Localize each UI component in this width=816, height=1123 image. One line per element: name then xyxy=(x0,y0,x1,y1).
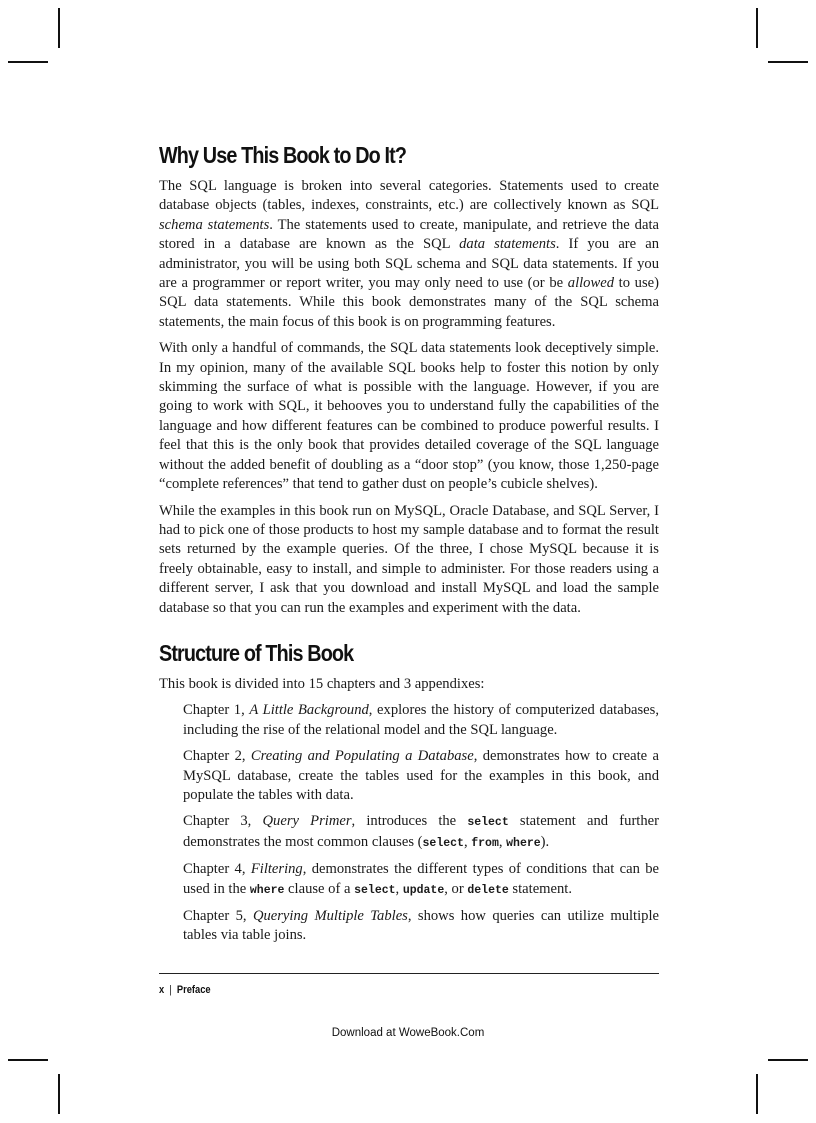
chapter-item-2: Chapter 2, Creating and Populating a Database, demonstrates how to create a MySQL database, create the tables used for the examples in this book, and populate the tables with data. xyxy=(183,748,659,803)
paragraph-examples-mysql: While the examples in this book run on MySQL, Oracle Database, and SQL Server, I had to pick one of those products to host my sample database and to format the result sets returned by the example queries. Of the three, I chose MySQL because it is freely obtainable, easy to install, and simple to administer. For those readers using a different server, I ask that you download and install MySQL and load the sample database so that you can run the examples and experiment with the data. xyxy=(159,502,659,616)
code-keyword: select xyxy=(467,816,509,830)
page-body xyxy=(159,140,659,953)
chapter-item-4: Chapter 4, Filtering, demonstrates the different types of conditions that can be used in the where clause of a select, update, or delete statement. xyxy=(183,861,659,897)
code-keyword: from xyxy=(471,836,499,850)
footer-rule xyxy=(159,973,659,974)
crop-mark-top-left-horizontal xyxy=(8,61,48,63)
code-keyword: select xyxy=(422,836,464,850)
crop-mark-top-right-horizontal xyxy=(768,61,808,63)
chapter-list xyxy=(159,701,659,945)
chapter-item-5: Chapter 5, Querying Multiple Tables, shows how queries can utilize multiple tables via table joins. xyxy=(183,908,659,944)
section-heading-structure: Structure of This Book xyxy=(159,639,354,666)
chapter-item-1: Chapter 1, A Little Background, explores the history of computerized databases, including the rise of the relational model and the SQL language. xyxy=(183,702,659,738)
page-footer xyxy=(159,984,211,996)
crop-mark-bottom-right-vertical xyxy=(756,1074,758,1114)
paragraph-handful-of-commands: With only a handful of commands, the SQL data statements look deceptively simple. In my opinion, many of the available SQL books help to foster this notion by only skimming the surface of what is possible with the language. However, if you are going to work with SQL, it behooves you to understand fully the capabilities of the language and how different features can be combined to produce powerful results. I feel that this is the only book that provides detailed coverage of the SQL language without the added benefit of doubling as a “door stop” (you know, those 1,250-page “complete references” that tend to gather dust on people’s cubicle shelves). xyxy=(159,340,659,493)
code-keyword: where xyxy=(249,883,285,897)
chapter-item-3: Chapter 3, Query Primer, introduces the select statement and further demonstrates the most common clauses (select, from, where). xyxy=(183,813,659,850)
section-heading-why-use: Why Use This Book to Do It? xyxy=(159,142,407,168)
footer-separator: | xyxy=(169,984,172,996)
page-number: x xyxy=(159,984,165,996)
footer-section-name: Preface xyxy=(176,984,211,996)
crop-mark-top-left-vertical xyxy=(58,8,60,48)
download-watermark: Download at WoweBook.Com xyxy=(331,1027,485,1039)
crop-mark-bottom-left-vertical xyxy=(58,1074,60,1114)
paragraph-structure-intro: This book is divided into 15 chapters and 3 appendixes: xyxy=(159,675,485,692)
code-keyword: where xyxy=(506,836,541,850)
code-keyword: select xyxy=(354,883,396,897)
code-keyword: delete xyxy=(467,883,509,897)
crop-mark-top-right-vertical xyxy=(756,8,758,48)
paragraph-sql-categories: The SQL language is broken into several categories. Statements used to create database objects (tables, indexes, constraints, etc.) are collectively known as SQL schema statements. The statements used to create, manipulate, and retrieve the data stored in a database are known as the SQL data statements. If you are an administrator, you will be using both SQL schema and SQL data statements. If you are a programmer or report writer, you may only need to use (or be allowed to use) SQL data statements. While this book demonstrates many of the SQL schema statements, the main focus of this book is on programming features. xyxy=(159,178,659,330)
code-keyword: update xyxy=(402,883,445,897)
crop-mark-bottom-left-horizontal xyxy=(8,1059,48,1061)
crop-mark-bottom-right-horizontal xyxy=(768,1059,808,1061)
